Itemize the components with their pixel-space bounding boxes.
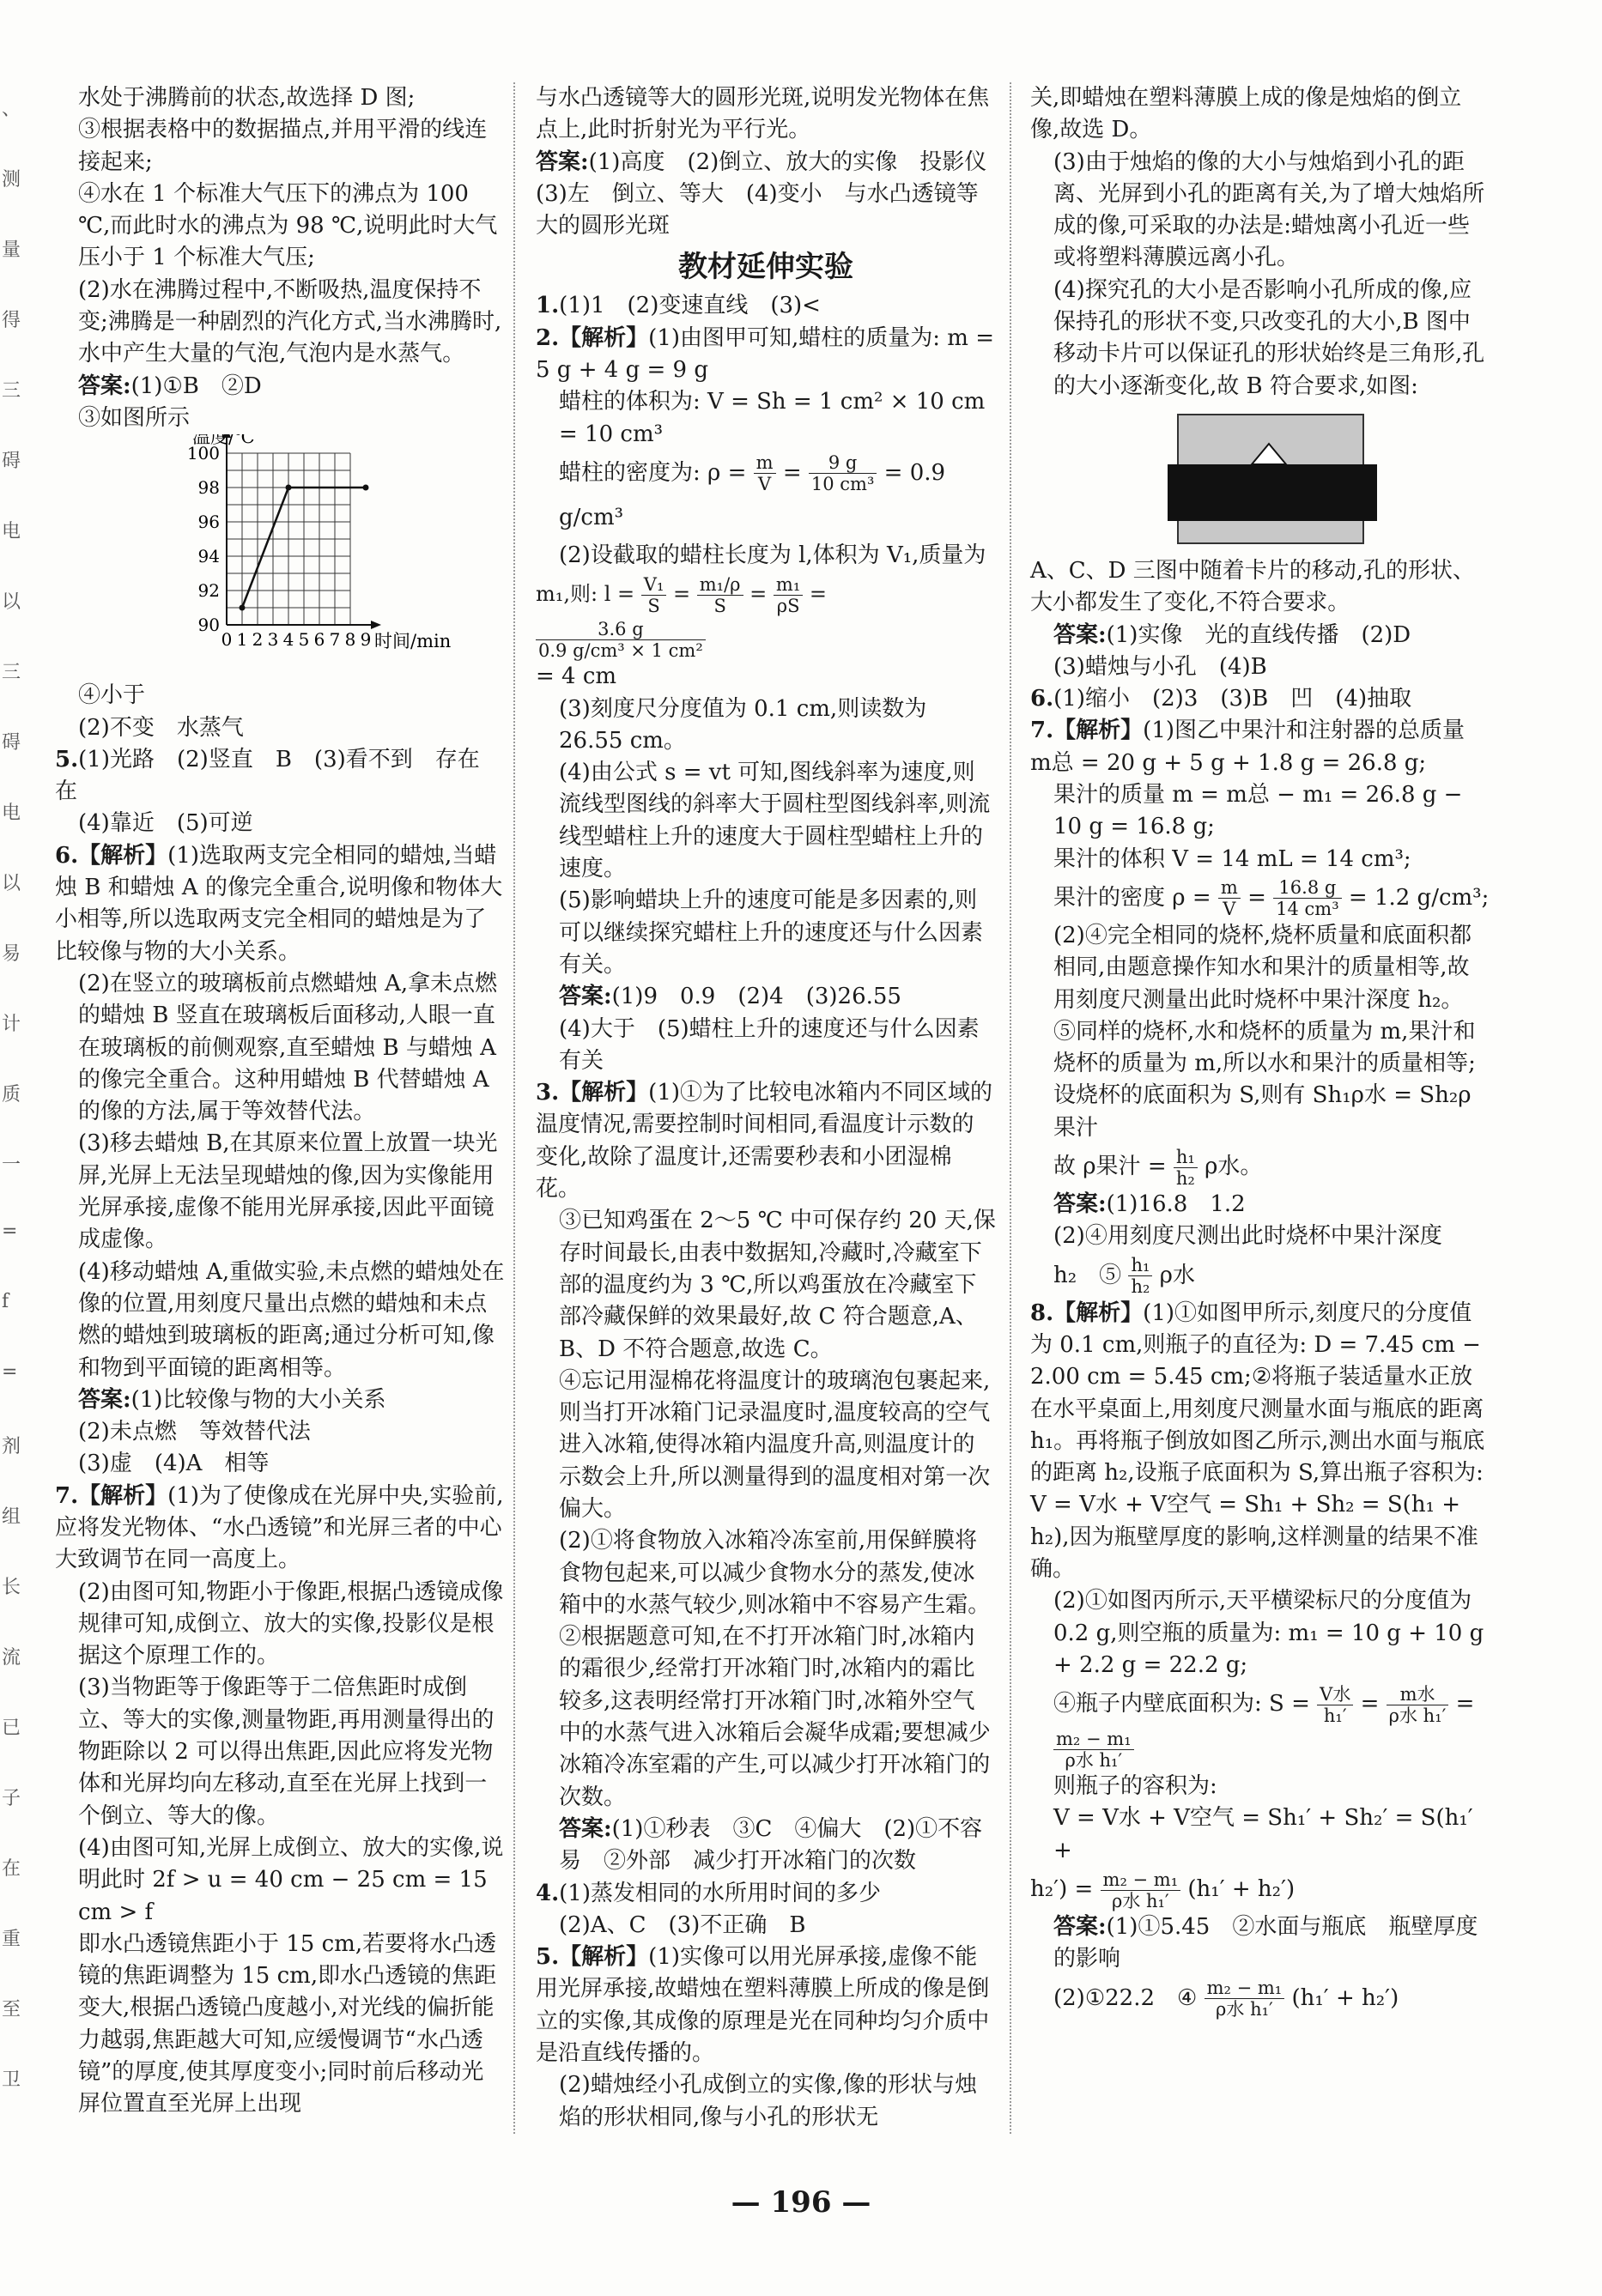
answer-label: 答案: bbox=[1053, 1914, 1107, 1941]
answer-line: (2)未点燃 等效替代法 bbox=[78, 1419, 311, 1445]
question-6 bbox=[55, 840, 505, 968]
data-point bbox=[240, 605, 246, 611]
text-line: (5)影响蜡块上升的速度可能是多因素的,则可以继续探究蜡柱上升的速度还与什么因素有关。 bbox=[559, 888, 984, 978]
answer-text: (1)16.8 1.2 bbox=[1106, 1191, 1246, 1218]
text-line: (3)当物距等于像距等于二倍焦距时成倒立、等大的实像,测量物距,再用测量得出的物距除以 2 可以得出焦距,因此应将发光物体和光屏均向左移动,直至在光屏上找到一个倒立、等大的像。 bbox=[78, 1675, 495, 1829]
column-left bbox=[55, 82, 505, 2121]
fraction bbox=[1317, 1684, 1353, 1726]
data-point bbox=[286, 485, 292, 491]
margin-char: 已 bbox=[2, 1717, 21, 1739]
margin-char: f bbox=[2, 1291, 9, 1312]
answer-line bbox=[536, 147, 996, 179]
answer-text: (1)光路 (2)竖直 B (3)看不到 存在 在 bbox=[55, 746, 502, 805]
fraction bbox=[1174, 1147, 1198, 1189]
section-title: 教材延伸实验 bbox=[678, 250, 853, 285]
margin-char: 、 bbox=[2, 99, 21, 120]
numerator: m bbox=[1218, 877, 1241, 899]
y-tick-label: 94 bbox=[197, 546, 220, 567]
text-line: ④水在 1 个标准大气压下的沸点为 100 ℃,而此时水的沸点为 98 ℃,说明此时大气压小于 1 个标准大气压; bbox=[78, 180, 498, 271]
fraction bbox=[1053, 1729, 1134, 1771]
x-tick-label: 1 bbox=[236, 629, 248, 651]
text-line: 关,即蜡烛在塑料薄膜上成的像是烛焰的倒立像,故选 D。 bbox=[1030, 85, 1462, 143]
answer-line: (3)虚 (4)A 相等 bbox=[78, 1451, 270, 1477]
text-line: ②根据题意可知,在不打开冰箱门时,冰箱内的霜很少,经常打开冰箱门时,冰箱内的霜比较多,这表明经常打开冰箱门时,冰箱外空气中的水蒸气进入冰箱后会凝华成霜;要想减少冰箱冷冻室霜的产生,可以减少打开冰箱门的次数。 bbox=[559, 1624, 991, 1810]
text-line: (1)图乙中果汁和注射器的总质量 m总 = 20 g + 5 g + 1.8 g = 26.8 g; bbox=[1030, 718, 1465, 776]
answer-line: (2)④用刻度尺测出此时烧杯中果汁深度 bbox=[1053, 1223, 1442, 1250]
text-line: (1)实像可以用光屏承接,虚像不能用光屏承接,故蜡烛在塑料薄膜上所成的像是倒立的实像,其成像的原理是光在同种均匀介质中是沿直线传播的。 bbox=[536, 1944, 990, 2067]
page-number: — 196 — bbox=[731, 2185, 871, 2220]
numerator: h₁ bbox=[1128, 1255, 1152, 1276]
margin-char: 三 bbox=[2, 662, 21, 683]
formula-line bbox=[1030, 1144, 1490, 1189]
fraction bbox=[1387, 1684, 1449, 1726]
denominator: S bbox=[647, 596, 660, 617]
margin-char: 以 bbox=[2, 591, 21, 613]
answer-text: (1)蒸发相同的水所用时间的多少 bbox=[559, 1880, 881, 1906]
numerator: V水 bbox=[1317, 1684, 1353, 1705]
formula-line bbox=[1030, 1976, 1490, 2020]
answer-text: (1)实像 光的直线传播 (2)D bbox=[1106, 621, 1411, 648]
text-line: (2)蜡烛经小孔成倒立的实像,像的形状与烛焰的形状相同,像与小孔的形状无 bbox=[559, 2072, 978, 2130]
column-middle bbox=[536, 82, 996, 2134]
text-line: ⑤同样的烧杯,水和烧杯的质量为 m,果汁和烧杯的质量为 m,所以水和果汁的质量相等;设烧杯的底面积为 S,则有 Sh₁ρ水 = Sh₂ρ果汁 bbox=[1053, 1018, 1476, 1141]
answer-line: (3)蜡烛与小孔 (4)B bbox=[1053, 653, 1267, 680]
denominator: ρ水 h₁′ bbox=[1065, 1749, 1123, 1771]
denominator: ρ水 h₁′ bbox=[1388, 1705, 1447, 1726]
question-1 bbox=[536, 290, 996, 322]
x-tick-label: 3 bbox=[267, 629, 279, 651]
y-tick-label: 90 bbox=[197, 615, 220, 636]
answer-label: 答案: bbox=[1053, 621, 1107, 648]
fraction bbox=[1101, 1869, 1181, 1911]
x-tick-label: 0 bbox=[221, 629, 233, 651]
formula-text: = bbox=[1247, 884, 1266, 911]
formula-text: ④瓶子内壁底面积为: S = bbox=[1053, 1691, 1310, 1717]
margin-char: 量 bbox=[2, 239, 21, 261]
text-line: (2)①将食物放入冰箱冷冻室前,用保鲜膜将食物包起来,可以减少食物水分的蒸发,使冰箱中的水蒸气较少,则冰箱中不容易产生霜。 bbox=[559, 1528, 991, 1618]
y-tick-label: 96 bbox=[197, 512, 220, 533]
answer-line bbox=[55, 1384, 505, 1416]
denominator: 14 cm³ bbox=[1276, 899, 1339, 920]
text-line: ④忘记用湿棉花将温度计的玻璃泡包裹起来,则当打开冰箱门记录温度时,温度较高的空气进入冰箱,使得冰箱内温度升高,则温度计的示数会上升,所以测量得到的温度相对第一次偏大。 bbox=[559, 1367, 991, 1522]
fraction bbox=[641, 574, 667, 616]
question-7 bbox=[55, 1481, 505, 1577]
x-tick-label: 5 bbox=[298, 629, 310, 651]
answer-text: (1)9 0.9 (2)4 (3)26.55 bbox=[611, 984, 901, 1010]
formula-text: (h₁′ + h₂′) bbox=[1291, 1984, 1399, 2011]
fraction bbox=[1218, 877, 1241, 919]
text-line: (4)由图可知,光屏上成倒立、放大的实像,说明此时 2f > u = 40 cm − 25 cm = 15 cm > f bbox=[78, 1834, 504, 1925]
fraction bbox=[536, 619, 706, 661]
y-tick-label: 92 bbox=[197, 580, 220, 602]
text-line: (2)由图可知,物距小于像距,根据凸透镜成像规律可知,成倒立、放大的实像,投影仪是根据这个原理工作的。 bbox=[78, 1578, 504, 1669]
analysis-tag: 【解析】 bbox=[1053, 718, 1144, 744]
question-number: 6. bbox=[1030, 686, 1054, 712]
analysis-tag: 【解析】 bbox=[78, 842, 168, 869]
x-tick-label: 4 bbox=[282, 629, 294, 651]
text-line: (2)④完全相同的烧杯,烧杯质量和底面积都相同,由题意操作知水和果汁的质量相等,故用刻度尺测量出此时烧杯中果汁深度 h₂。 bbox=[1053, 922, 1472, 1013]
margin-char: 卫 bbox=[2, 2069, 21, 2091]
answer-label: 答案: bbox=[1053, 1191, 1107, 1218]
denominator: 0.9 g/cm³ × 1 cm² bbox=[538, 640, 703, 662]
margin-char: 碍 bbox=[2, 451, 21, 472]
margin-char: 测 bbox=[2, 169, 21, 191]
fraction bbox=[1273, 877, 1342, 919]
answer-text: (1)①秒表 ③C ④偏大 (2)①不容易 ②外部 减少打开冰箱门的次数 bbox=[559, 1815, 983, 1875]
text-line: 果汁的质量 m = m总 − m₁ = 26.8 g − 10 g = 16.8 g; bbox=[1053, 782, 1463, 840]
answer-line bbox=[536, 1814, 996, 1878]
analysis-tag: 【解析】 bbox=[559, 324, 649, 351]
text-line: (1)由图甲可知,蜡柱的质量为: m = 5 g + 4 g = 9 g bbox=[536, 324, 994, 384]
denominator: h₂ bbox=[1131, 1276, 1150, 1298]
card-black-rect bbox=[1168, 464, 1377, 521]
margin-char: 以 bbox=[2, 873, 21, 894]
text-line: 则瓶子的容积为: bbox=[1053, 1773, 1217, 1800]
answer-line: (3)左 倒立、等大 (4)变小 与水凸透镜等大的圆形光斑 bbox=[536, 180, 979, 239]
margin-char: 碍 bbox=[2, 732, 21, 754]
formula-text: = bbox=[1455, 1691, 1475, 1717]
numerator: 3.6 g bbox=[536, 619, 706, 640]
question-6 bbox=[1030, 683, 1490, 715]
data-point bbox=[363, 485, 369, 491]
margin-char: 至 bbox=[2, 1999, 21, 2020]
answer-text: (1)①B ②D bbox=[130, 373, 262, 399]
margin-char: 质 bbox=[2, 1084, 21, 1106]
formula-text: = bbox=[809, 582, 828, 607]
denominator: h₁′ bbox=[1323, 1705, 1347, 1726]
text-line: 果汁的体积 V = 14 mL = 14 cm³; bbox=[1053, 845, 1411, 872]
denominator: ρS bbox=[776, 596, 800, 617]
denominator: 10 cm³ bbox=[810, 474, 875, 495]
text-line: V = V水 + V空气 = Sh₁′ + Sh₂′ = S(h₁′ + bbox=[1053, 1805, 1473, 1863]
x-axis-label: 时间/min bbox=[374, 631, 452, 652]
text-line: (1)为了使像成在光屏中央,实验前,应将发光物体、“水凸透镜”和光屏三者的中心大致调节在同一高度上。 bbox=[55, 1482, 504, 1573]
y-axis-label: 温度/℃ bbox=[192, 434, 255, 448]
text-line: 蜡柱的体积为: V = Sh = 1 cm² × 10 cm = 10 cm³ bbox=[559, 389, 986, 447]
y-tick-label: 98 bbox=[197, 477, 220, 499]
numerator: m₁ bbox=[774, 574, 803, 596]
x-tick-label: 2 bbox=[252, 629, 264, 651]
answer-line: ③如图所示 bbox=[78, 404, 191, 431]
margin-char: 电 bbox=[2, 803, 21, 824]
text-line: (1)①如图甲所示,刻度尺的分度值为 0.1 cm,则瓶子的直径为: D = 7.45 cm − 2.00 cm = 5.45 cm;②将瓶子装适量水正放在水平桌面上,用刻度尺测量水面与瓶底的距离 h₁。再将瓶子倒放如图乙所示,测出水面与瓶底的距离 h₂,设瓶子底面积为 S,算出瓶子容积为: V = V水 + V空气 = Sh₁ + Sh₂ = S(h₁ + h₂),因为瓶壁厚度的影响,这样测量的结果不准确。 bbox=[1030, 1299, 1485, 1582]
fraction bbox=[774, 574, 803, 616]
answer-line bbox=[55, 371, 505, 403]
text-line: 水处于沸腾前的状态,故选择 D 图; bbox=[78, 85, 416, 111]
margin-char: = bbox=[2, 1221, 18, 1242]
formula-text: = bbox=[673, 582, 691, 607]
answer-text: (1)高度 (2)倒立、放大的实像 投影仪 bbox=[588, 148, 987, 175]
fraction bbox=[697, 574, 743, 616]
text-line: ③根据表格中的数据描点,并用平滑的线连接起来; bbox=[78, 117, 488, 175]
answer-line bbox=[1030, 1911, 1490, 1976]
question-3 bbox=[536, 1077, 996, 1205]
numerator: m₁/ρ bbox=[697, 574, 743, 596]
temperature-chart-svg bbox=[55, 434, 505, 680]
question-5 bbox=[55, 744, 505, 809]
text-line: (2)在竖立的玻璃板前点燃蜡烛 A,拿未点燃的蜡烛 B 竖直在玻璃板后面移动,人眼一直在玻璃板的前侧观察,直至蜡烛 B 与蜡烛 A 的像完全重合。这种用蜡烛 B 代替蜡烛 A 的像的方法,属于等效替代法。 bbox=[78, 970, 498, 1125]
question-number: 7. bbox=[55, 1482, 79, 1509]
margin-char: 流 bbox=[2, 1647, 21, 1669]
margin-char: = bbox=[2, 1361, 18, 1383]
text-line: (1)选取两支完全相同的蜡烛,当蜡烛 B 和蜡烛 A 的像完全重合,说明像和物体大小相等,所以选取两支完全相同的蜡烛是为了比较像与物的大小关系。 bbox=[55, 842, 503, 965]
pinhole-figure bbox=[1030, 403, 1490, 555]
formula-text: 蜡柱的密度为: ρ = bbox=[559, 459, 747, 486]
margin-char: 剂 bbox=[2, 1436, 21, 1457]
answer-text: (1)比较像与物的大小关系 bbox=[130, 1386, 386, 1413]
fraction bbox=[1205, 1978, 1285, 2020]
answer-label: 答案: bbox=[559, 1815, 612, 1842]
margin-char: 在 bbox=[2, 1858, 21, 1880]
answer-text: (1)缩小 (2)3 (3)B 凹 (4)抽取 bbox=[1053, 686, 1412, 712]
numerator: V₁ bbox=[641, 574, 667, 596]
formula-line bbox=[1030, 1867, 1490, 1911]
formula-text: = bbox=[1360, 1691, 1380, 1717]
fraction bbox=[754, 452, 776, 494]
question-2 bbox=[536, 323, 996, 387]
margin-char: 子 bbox=[2, 1788, 21, 1809]
fraction bbox=[809, 452, 877, 494]
margin-char: 长 bbox=[2, 1577, 21, 1598]
text-line: (1)①为了比较电冰箱内不同区域的温度情况,需要控制时间相同,看温度计示数的变化,故除了温度计,还需要秒表和小团湿棉花。 bbox=[536, 1080, 993, 1203]
numerator: m₂ − m₁ bbox=[1205, 1978, 1285, 1999]
text-line: (3)移去蜡烛 B,在其原来位置上放置一块光屏,光屏上无法呈现蜡烛的像,因为实像能用光屏承接,虚像不能用光屏承接,因此平面镜成虚像。 bbox=[78, 1130, 498, 1253]
answer-label: 答案: bbox=[78, 373, 131, 399]
formula-text: (h₁′ + h₂′) bbox=[1187, 1876, 1296, 1903]
question-number: 5. bbox=[536, 1944, 560, 1971]
question-number: 3. bbox=[536, 1080, 560, 1106]
numerator: m₂ − m₁ bbox=[1101, 1869, 1181, 1891]
text-line: (3)刻度尺分度值为 0.1 cm,则读数为 26.55 cm。 bbox=[559, 695, 927, 754]
analysis-tag: 【解析】 bbox=[1053, 1299, 1144, 1326]
formula-text: (2)①22.2 ④ bbox=[1053, 1984, 1198, 2011]
denominator: ρ水 h₁′ bbox=[1216, 1999, 1273, 2020]
text-line: ③已知鸡蛋在 2～5 ℃ 中可保存约 20 天,保存时间最长,由表中数据知,冷藏时,冷藏室下部的温度约为 3 ℃,所以鸡蛋放在冷藏室下部冷藏保鲜的效果最好,故 C 符合题意,A、B、D 不符合题意,故选 C。 bbox=[559, 1208, 996, 1362]
column-right bbox=[1030, 82, 1490, 2020]
column-separator bbox=[1010, 82, 1011, 2134]
question-5 bbox=[536, 1942, 996, 2069]
question-4 bbox=[536, 1878, 996, 1910]
formula-text: h₂′) = bbox=[1030, 1876, 1094, 1903]
text-line: (2)水在沸腾过程中,不断吸热,温度保持不变;沸腾是一种剧烈的汽化方式,当水沸腾时,水中产生大量的气泡,气泡内是水蒸气。 bbox=[78, 276, 502, 367]
formula-line bbox=[536, 572, 996, 661]
text-line: A、C、D 三图中随着卡片的移动,孔的形状、大小都发生了变化,不符合要求。 bbox=[1030, 557, 1476, 616]
text-line: (4)探究孔的大小是否影响小孔所成的像,应保持孔的形状不变,只改变孔的大小,B 图中移动卡片可以保证孔的形状始终是三角形,孔的大小逐渐变化,故 B 符合要求,如图: bbox=[1053, 276, 1485, 399]
question-number: 2. bbox=[536, 324, 560, 351]
answer-line bbox=[1030, 620, 1490, 651]
margin-char: 计 bbox=[2, 1014, 21, 1035]
text-line: 与水凸透镜等大的圆形光斑,说明发光物体在焦点上,此时折射光为平行光。 bbox=[536, 85, 990, 143]
formula-text: ρ水。 bbox=[1205, 1154, 1263, 1180]
denominator: V bbox=[1223, 899, 1236, 920]
numerator: 9 g bbox=[809, 452, 877, 474]
formula-text: 果汁的密度 ρ = bbox=[1053, 884, 1211, 911]
question-number: 1. bbox=[536, 293, 560, 319]
x-axis-arrow bbox=[371, 621, 381, 629]
fraction bbox=[1128, 1255, 1152, 1297]
temperature-chart bbox=[55, 434, 505, 680]
analysis-tag: 【解析】 bbox=[559, 1080, 649, 1106]
left-margin-strip bbox=[0, 0, 21, 2296]
answer-line: ④小于 bbox=[78, 682, 146, 709]
denominator: h₂ bbox=[1175, 1167, 1195, 1189]
formula-text: h₂ ⑤ bbox=[1053, 1262, 1122, 1288]
text-line: (2)①如图丙所示,天平横梁标尺的分度值为 0.2 g,则空瓶的质量为: m₁ = 10 g + 10 g + 2.2 g = 22.2 g; bbox=[1053, 1588, 1484, 1678]
formula-text: = 1.2 g/cm³; bbox=[1348, 884, 1490, 911]
x-tick-label: 7 bbox=[329, 629, 341, 651]
numerator: h₁ bbox=[1174, 1147, 1198, 1168]
text-line: = 4 cm bbox=[536, 663, 617, 690]
card-hole-figure bbox=[1030, 403, 1490, 555]
answer-label: 答案: bbox=[559, 984, 612, 1010]
formula-line bbox=[1030, 1253, 1490, 1298]
answer-line: (2)不变 水蒸气 bbox=[78, 714, 244, 741]
numerator: 16.8 g bbox=[1273, 877, 1342, 899]
numerator: m水 bbox=[1387, 1684, 1449, 1705]
question-number: 4. bbox=[536, 1880, 560, 1906]
answer-line: (2)A、C (3)不正确 B bbox=[559, 1911, 806, 1938]
denominator: ρ水 h₁′ bbox=[1111, 1890, 1169, 1911]
question-7 bbox=[1030, 715, 1490, 779]
formula-line bbox=[1030, 1681, 1490, 1771]
formula-text: ρ水 bbox=[1159, 1262, 1195, 1288]
answer-line bbox=[1030, 1189, 1490, 1221]
denominator: V bbox=[758, 474, 772, 495]
formula-line bbox=[1030, 875, 1490, 920]
answer-label: 答案: bbox=[536, 148, 589, 175]
question-8 bbox=[1030, 1298, 1490, 1586]
margin-char: 易 bbox=[2, 943, 21, 965]
formula-text: m₁,则: l = bbox=[536, 582, 635, 607]
answer-line: (4)大于 (5)蜡柱上升的速度还与什么因素有关 bbox=[559, 1015, 980, 1074]
formula-text: 故 ρ果汁 = bbox=[1053, 1154, 1167, 1180]
answer-text: (1)①5.45 ②水面与瓶底 瓶壁厚度的影响 bbox=[1053, 1914, 1478, 1972]
answer-text: (1)1 (2)变速直线 (3)< bbox=[559, 293, 821, 319]
analysis-tag: 【解析】 bbox=[78, 1482, 168, 1509]
answer-line bbox=[536, 981, 996, 1013]
margin-char: 重 bbox=[2, 1929, 21, 1950]
answer-line: (4)靠近 (5)可逆 bbox=[78, 810, 253, 837]
margin-char: 得 bbox=[2, 310, 21, 331]
answer-label: 答案: bbox=[78, 1386, 131, 1413]
margin-char: 组 bbox=[2, 1506, 21, 1528]
text-line: (3)由于烛焰的像的大小与烛焰到小孔的距离、光屏到小孔的距离有关,为了增大烛焰所成的像,可采取的办法是:蜡烛离小孔近一些或将塑料薄膜远离小孔。 bbox=[1053, 148, 1485, 271]
margin-char: 电 bbox=[2, 521, 21, 542]
x-tick-label: 9 bbox=[360, 629, 372, 651]
text-line: (2)设截取的蜡柱长度为 l,体积为 V₁,质量为 bbox=[559, 542, 986, 568]
numerator: m bbox=[754, 452, 776, 474]
margin-char: 一 bbox=[2, 1154, 21, 1176]
formula-text: = bbox=[749, 582, 768, 607]
column-separator bbox=[513, 82, 515, 2134]
question-number: 5. bbox=[55, 746, 79, 772]
formula-text: = 0.9 g/cm³ bbox=[559, 459, 946, 530]
denominator: S bbox=[713, 596, 726, 617]
text-line: 即水凸透镜焦距小于 15 cm,若要将水凸透镜的焦距调整为 15 cm,即水凸透镜的焦距变大,根据凸透镜凸度越小,对光线的偏折能力越弱,焦距越大可知,应缓慢调节“水凸透镜”的厚度,使其厚度变小;同时前后移动光屏位置直至光屏上出现 bbox=[78, 1930, 497, 2117]
x-tick-label: 6 bbox=[313, 629, 325, 651]
text-line: (4)移动蜡烛 A,重做实验,未点燃的蜡烛处在像的位置,用刻度尺量出点燃的蜡烛和未点燃的蜡烛到玻璃板的距离;通过分析可知,像和物到平面镜的距离相等。 bbox=[78, 1258, 505, 1381]
question-number: 8. bbox=[1030, 1299, 1054, 1326]
x-tick-label: 8 bbox=[344, 629, 356, 651]
margin-char: 三 bbox=[2, 380, 21, 402]
question-number: 7. bbox=[1030, 718, 1054, 744]
formula-line: 蜡柱的密度为: ρ = $\frac{m}{V}$ = $\frac{9 g}{\text{10 cm³}}$ = 0.9 g/cm³ bbox=[559, 452, 946, 530]
text-line: (4)由公式 s = vt 可知,图线斜率为速度,则流线型图线的斜率大于圆柱型图线斜率,则流线型蜡柱上升的速度大于圆柱型蜡柱上升的速度。 bbox=[559, 760, 991, 882]
numerator: m₂ − m₁ bbox=[1053, 1729, 1134, 1750]
analysis-tag: 【解析】 bbox=[559, 1944, 649, 1971]
y-tick-label: 100 bbox=[186, 443, 220, 464]
question-number: 6. bbox=[55, 842, 79, 869]
